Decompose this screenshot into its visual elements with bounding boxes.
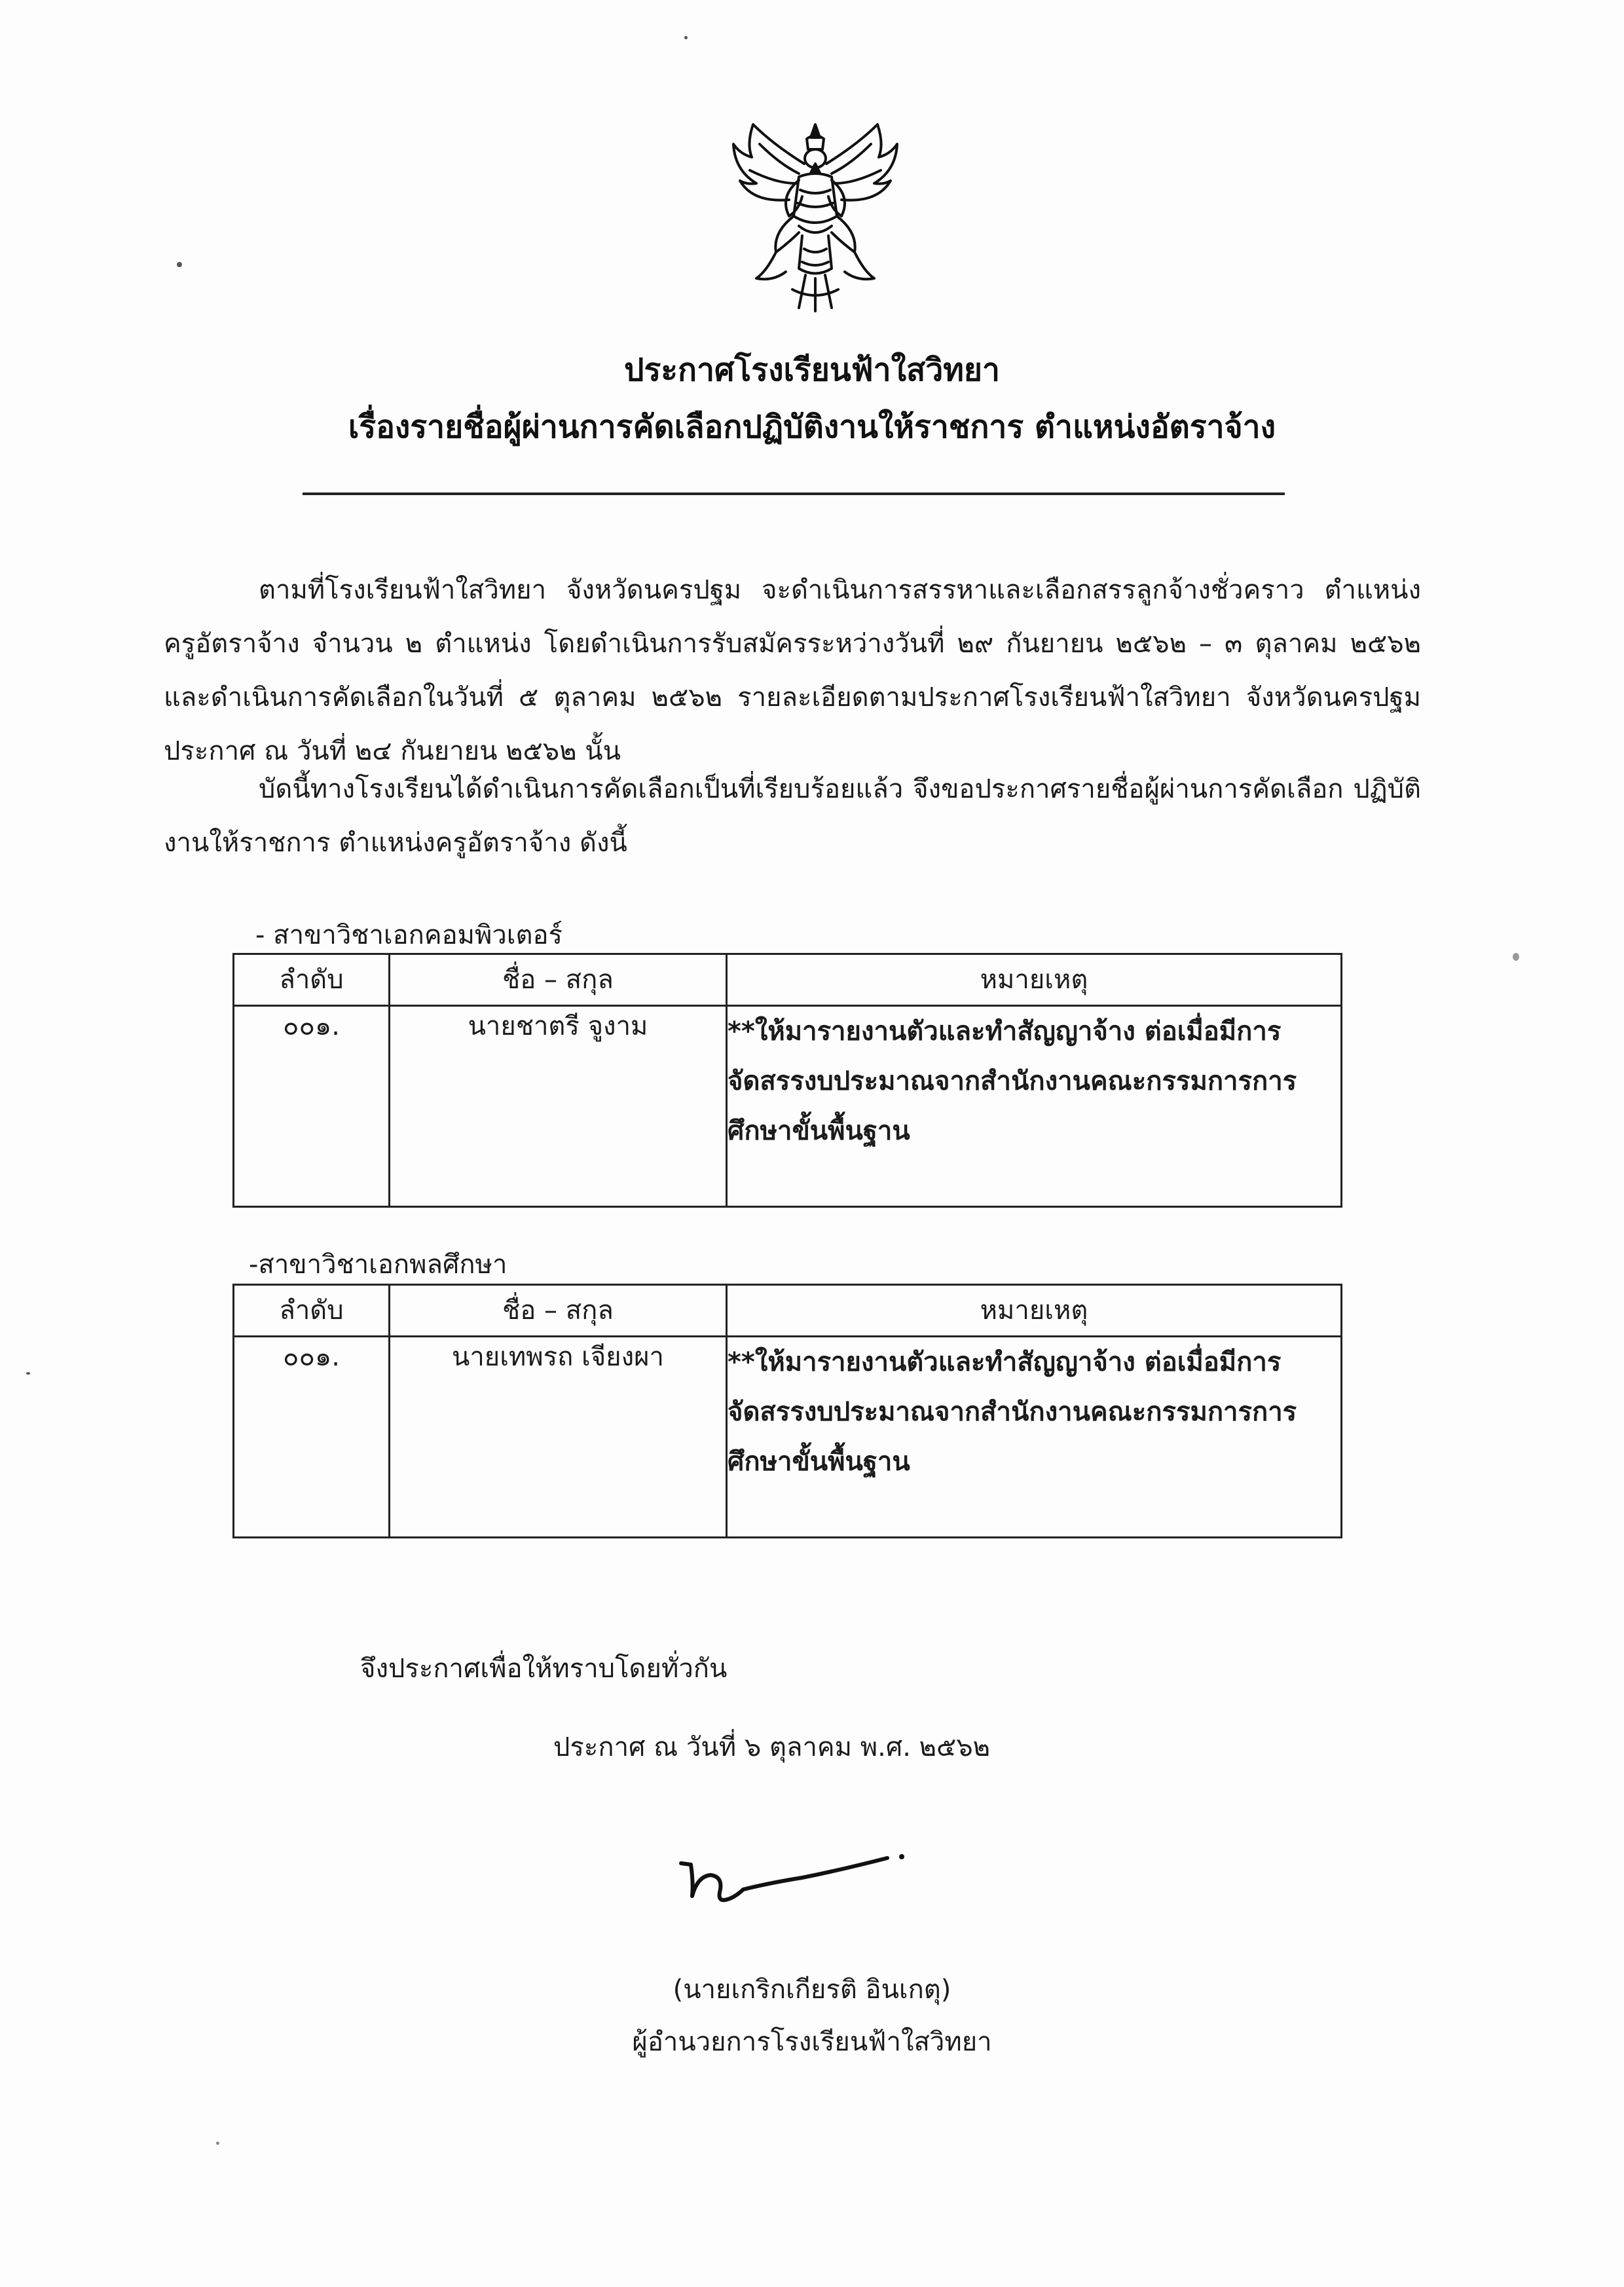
table-header-row bbox=[234, 954, 1342, 1006]
column-header-name: ชื่อ – สกุล bbox=[390, 954, 727, 1006]
column-header-remark: หมายเหตุ bbox=[727, 1285, 1342, 1337]
table-row bbox=[234, 1006, 1342, 1207]
garuda-emblem-icon bbox=[727, 118, 904, 314]
table-header-row bbox=[234, 1285, 1342, 1337]
cell-name: นายชาตรี จูงาม bbox=[390, 1006, 727, 1207]
body-paragraph-1: ตามที่โรงเรียนฟ้าใสวิทยา จังหวัดนครปฐม จะดำเนินการสรรหาและเลือกสรรลูกจ้างชั่วคราว ตำแหน่ง ครูอัตราจ้าง จำนวน ๒ ตำแหน่ง โดยดำเนินการรับสมัครระหว่างวันที่ ๒๙ กันยายน ๒๕๖๒ – ๓ ตุลาคม ๒๕๖๒ และดำเนินการคัดเลือกในวันที่ ๕ ตุลาคม ๒๕๖๒ รายละเอียดตามประกาศโรงเรียนฟ้าใสวิทยา จังหวัดนครปฐม ประกาศ ณ วันที่ ๒๔ กันยายน ๒๕๖๒ นั้น bbox=[164, 575, 1421, 766]
closing-statement: จึงประกาศเพื่อให้ทราบโดยทั่วกัน bbox=[360, 1654, 728, 1684]
scan-speck bbox=[177, 262, 182, 267]
cell-order: ๐๐๑. bbox=[234, 1006, 390, 1207]
scan-speck bbox=[26, 1372, 30, 1375]
cell-order: ๐๐๑. bbox=[234, 1337, 390, 1538]
cell-remark: **ให้มารายงานตัวและทำสัญญาจ้าง ต่อเมื่อมีการจัดสรรงบประมาณจากสำนักงานคณะกรรมการการศึกษาขั้นพื้นฐาน bbox=[727, 1337, 1342, 1538]
title-divider bbox=[303, 493, 1285, 495]
announcement-date: ประกาศ ณ วันที่ ๖ ตุลาคม พ.ศ. ๒๕๖๒ bbox=[553, 1732, 991, 1762]
body-paragraph-2: บัดนี้ทางโรงเรียนได้ดำเนินการคัดเลือกเป็นที่เรียบร้อยแล้ว จึงขอประกาศรายชื่อผู้ผ่านการคัดเลือก ปฏิบัติงานให้ราชการ ตำแหน่งครูอัตราจ้าง ดังนี้ bbox=[164, 774, 1421, 858]
announcement-subject: เรื่องรายชื่อผู้ผ่านการคัดเลือกปฏิบัติงานให้ราชการ ตำแหน่งอัตราจ้าง bbox=[348, 409, 1276, 445]
column-header-order: ลำดับ bbox=[234, 1285, 390, 1337]
cell-name: นายเทพรถ เจียงผา bbox=[390, 1337, 727, 1538]
signer-position: ผู้อำนวยการโรงเรียนฟ้าใสวิทยา bbox=[632, 2027, 992, 2057]
section-label-physical-education: -สาขาวิชาเอกพลศึกษา bbox=[249, 1250, 507, 1280]
column-header-name: ชื่อ – สกุล bbox=[390, 1285, 727, 1337]
signer-name: (นายเกริกเกียรติ อินเกตุ) bbox=[673, 1975, 951, 2005]
column-header-remark: หมายเหตุ bbox=[727, 954, 1342, 1006]
scan-speck bbox=[1513, 953, 1519, 961]
announcement-title: ประกาศโรงเรียนฟ้าใสวิทยา bbox=[624, 352, 1000, 388]
scan-speck bbox=[216, 2142, 219, 2145]
cell-remark: **ให้มารายงานตัวและทำสัญญาจ้าง ต่อเมื่อมีการจัดสรรงบประมาณจากสำนักงานคณะกรรมการการศึกษาขั้นพื้นฐาน bbox=[727, 1006, 1342, 1207]
handwritten-signature bbox=[671, 1844, 920, 1922]
table-row bbox=[234, 1337, 1342, 1538]
section-label-computer: - สาขาวิชาเอกคอมพิวเตอร์ bbox=[255, 920, 563, 950]
scan-speck bbox=[684, 36, 688, 39]
column-header-order: ลำดับ bbox=[234, 954, 390, 1006]
candidates-table-physical-education bbox=[232, 1284, 1342, 1538]
candidates-table-computer bbox=[232, 953, 1342, 1208]
